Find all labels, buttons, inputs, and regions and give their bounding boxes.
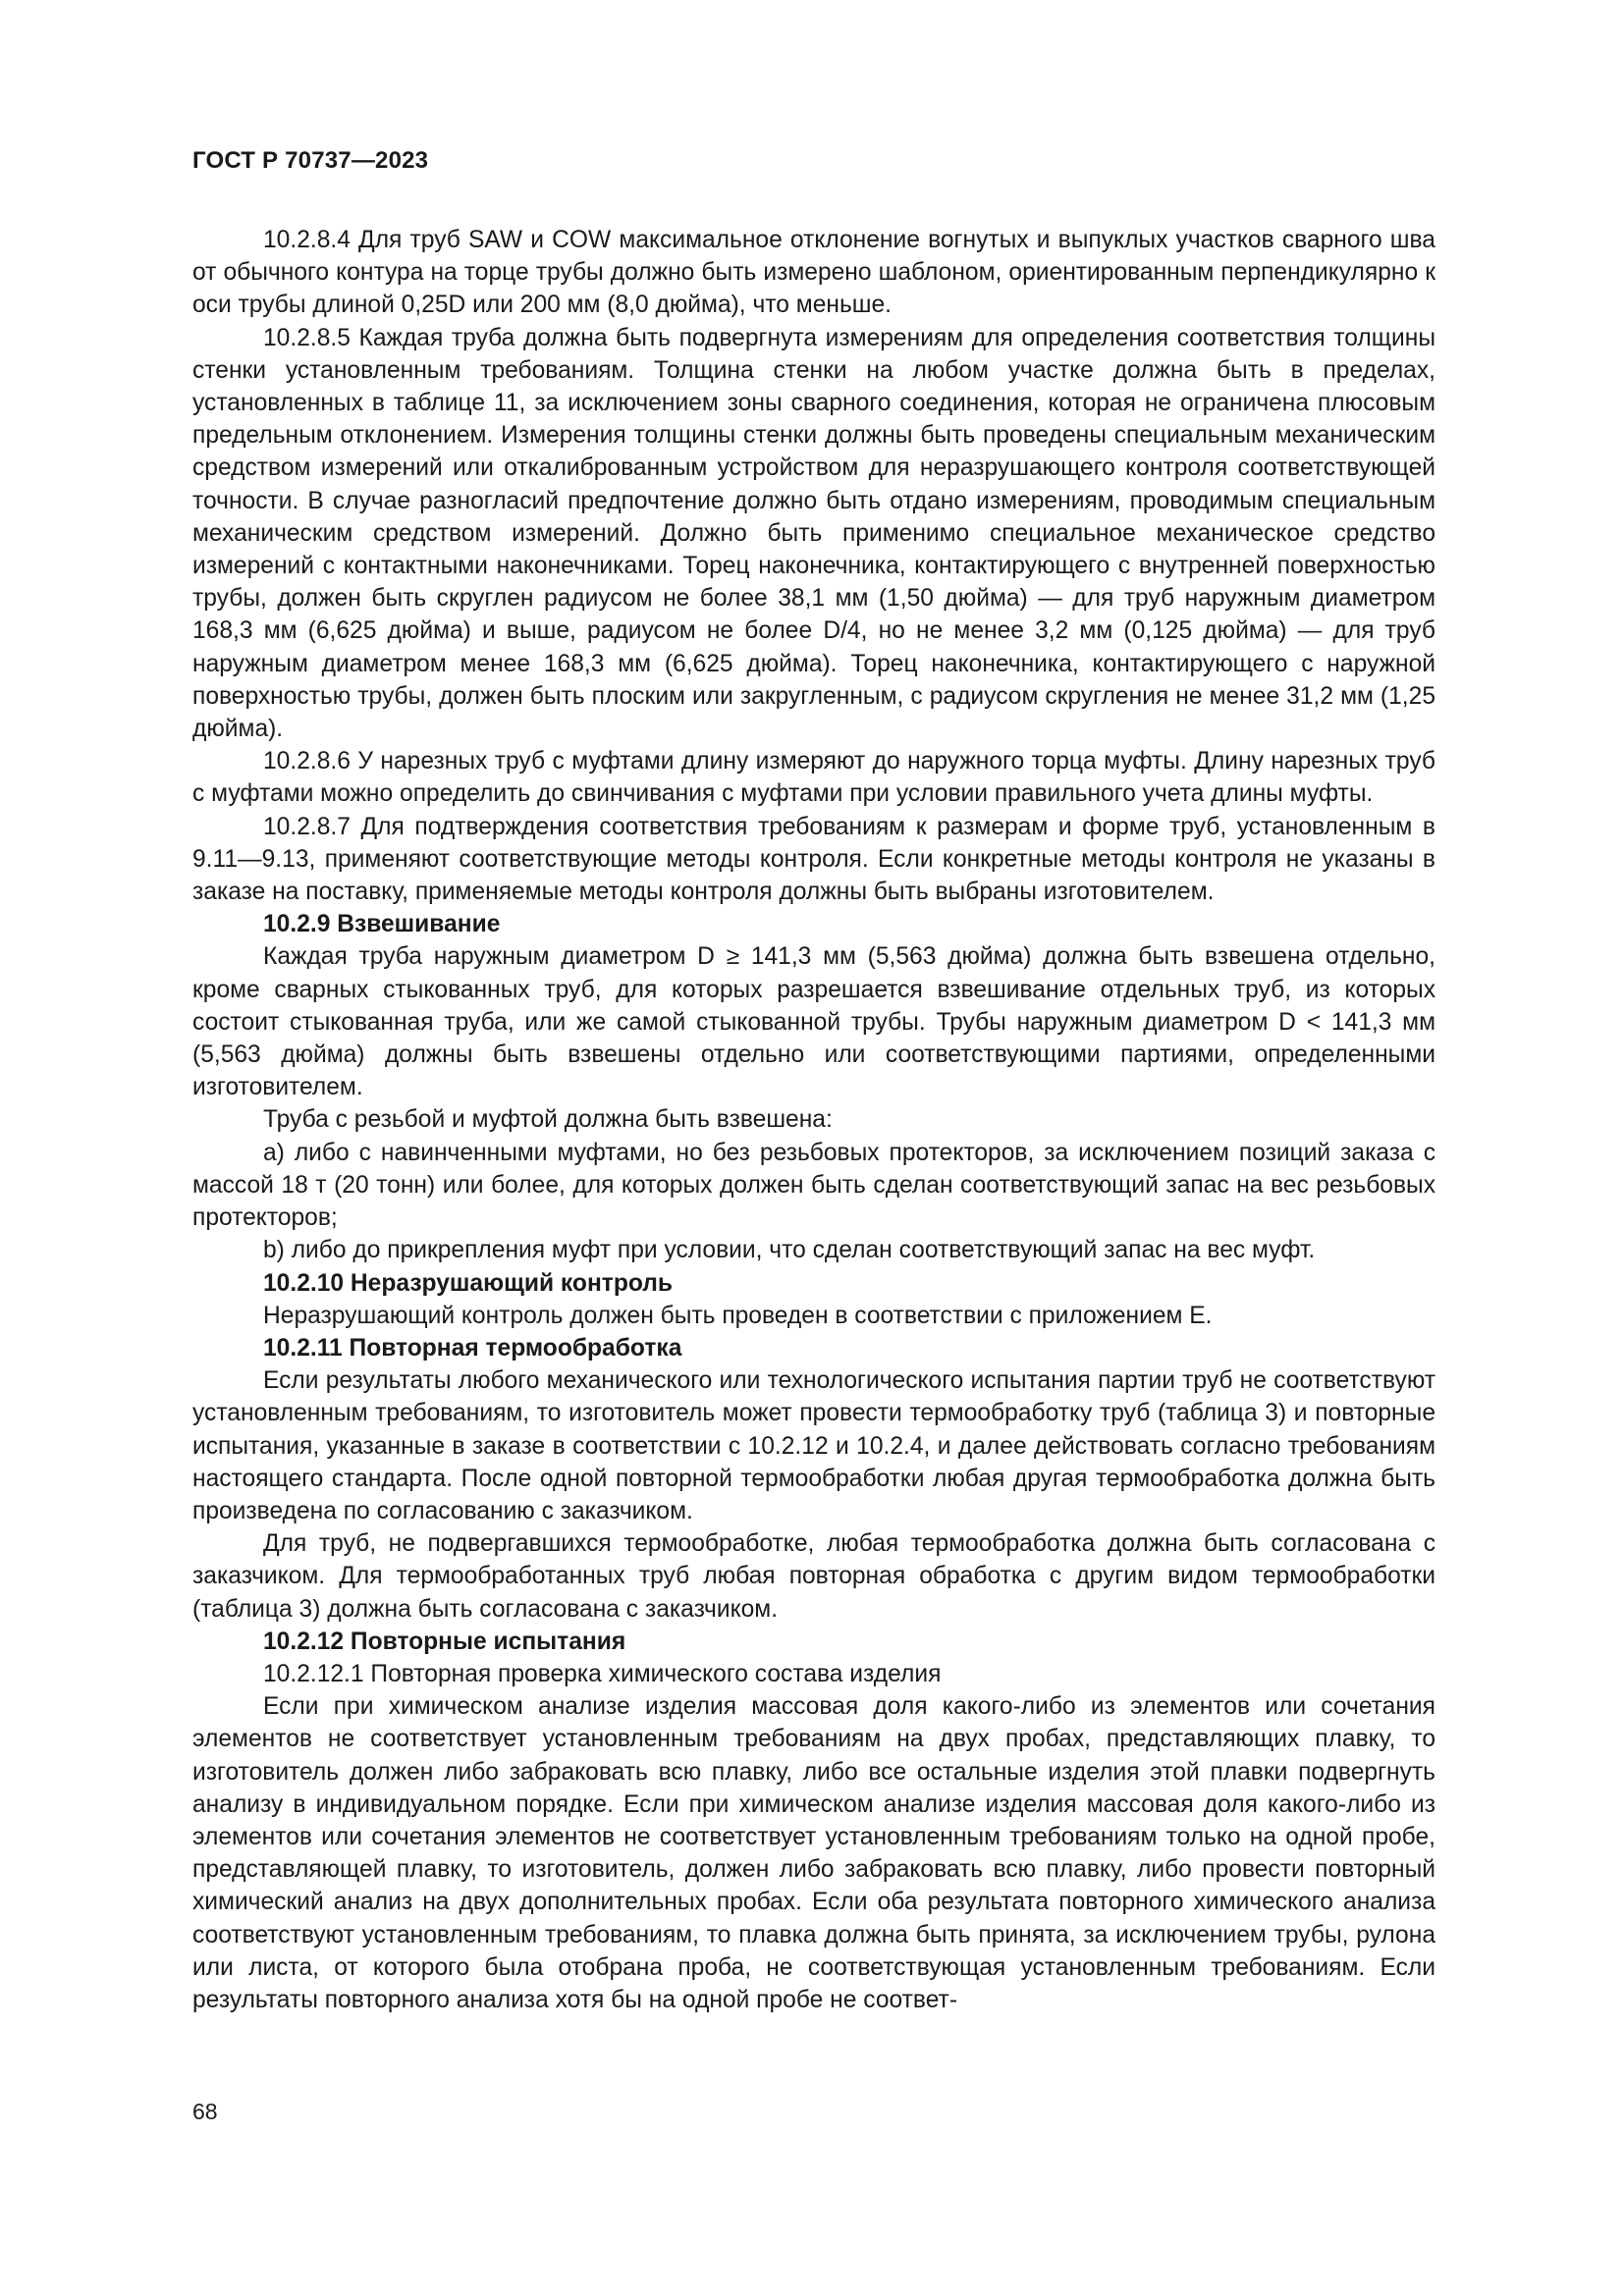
paragraph-10-2-8-4: 10.2.8.4 Для труб SAW и COW максимальное отклонение вогнутых и выпуклых участков сварного шва от обычного контура на торце трубы должно быть измерено шаблоном, ориентированным перпендикулярно к оси трубы длиной 0,25D или 200 мм (8,0 дюйма), что меньше. (192, 227, 1435, 319)
section-heading-reheat: 10.2.11 Повторная термообработка (263, 1334, 682, 1362)
section-heading-ndt: 10.2.10 Неразрушающий контроль (263, 1269, 674, 1297)
page-number: 68 (192, 2099, 218, 2124)
section-heading-retests: 10.2.12 Повторные испытания (263, 1628, 626, 1655)
document-header-id: ГОСТ Р 70737—2023 (192, 147, 429, 174)
paragraph-ndt-text: Неразрушающий контроль должен быть проведен в соответствии с приложением Е. (263, 1302, 1213, 1329)
paragraph-weighing-text: Каждая труба наружным диаметром D ≥ 141,3 мм (5,563 дюйма) должна быть взвешена отдельно, кроме сварных стыкованных труб, для которых разрешается взвешивание отдельных труб, из которых состоит стыкованная труба, или же самой стыкованной трубы. Трубы наружным диаметром D < 141,3 мм (5,563 дюйма) должны быть взвешены отдельно или соответствующими партиями, определенными изготовителем. (192, 943, 1435, 1101)
paragraph-chemical-retest: Если при химическом анализе изделия массовая доля какого-либо из элементов или сочетания элементов не соответствует установленным требованиям на двух пробах, представляющих плавку, то изготовитель должен либо забраковать всю плавку, либо все остальные изделия этой плавки подвергнуть анализу в индивидуальном порядке. Если при химическом анализе изделия массовая доля какого-либо из элементов или сочетания элементов не соответствует установленным требованиям только на одной пробе, представляющей плавку, то изготовитель, должен либо забраковать всю плавку, либо провести повторный химический анализ на двух дополнительных пробах. Если оба результата повторного химического анализа соответствуют установленным требованиям, то плавка должна быть принята, за исключением трубы, рулона или листа, от которого была отобрана проба, не соответствующая установленным требованиям. Если результаты повторного анализа хотя бы на одной пробе не соответ- (192, 1693, 1435, 2013)
paragraph-reheat-text-1: Если результаты любого механического или технологического испытания партии труб не соответствуют установленным требованиям, то изготовитель может провести термообработку труб (таблица 3) и повторные испытания, указанные в заказе в соответствии с 10.2.12 и 10.2.4, и далее действовать согласно требованиям настоящего стандарта. После одной повторной термообработки любая другая термообработка должна быть произведена по согласованию с заказчиком. (192, 1367, 1435, 1524)
paragraph-reheat-text-2: Для труб, не подвергавшихся термообработке, любая термообработка должна быть согласована с заказчиком. Для термообработанных труб любая повторная обработка с другим видом термообработки (таблица 3) должна быть согласована с заказчиком. (192, 1530, 1435, 1623)
paragraph-threaded-pipe-intro: Труба с резьбой и муфтой должна быть взвешена: (263, 1106, 833, 1134)
paragraph-10-2-8-5: 10.2.8.5 Каждая труба должна быть подвергнута измерениям для определения соответствия толщины стенки установленным требованиям. Толщина стенки на любом участке должна быть в пределах, установленных в таблице 11, за исключением зоны сварного соединения, которая не ограничена плюсовым предельным отклонением. Измерения толщины стенки должны быть проведены специальным механическим средством измерений или откалиброванным устройством для неразрушающего контроля соответствующей точности. В случае разногласий предпочтение должно быть отдано измерениям, проводимым специальным механическим средством измерений. Должно быть применимо специальное механическое средство измерений с контактными наконечниками. Торец наконечника, контактирующего с внутренней поверхностью трубы, должен быть скруглен радиусом не более 38,1 мм (1,50 дюйма) — для труб наружным диаметром 168,3 мм (6,625 дюйма) и выше, радиусом не более D/4, но не менее 3,2 мм (0,125 дюйма) — для труб наружным диаметром менее 168,3 мм (6,625 дюйма). Торец наконечника, контактирующего с наружной поверхностью трубы, должен быть плоским или закругленным, с радиусом скругления не менее 31,2 мм (1,25 дюйма). (192, 324, 1435, 743)
paragraph-10-2-8-6: 10.2.8.6 У нарезных труб с муфтами длину измеряют до наружного торца муфты. Длину нарезных труб с муфтами можно определить до свинчивания с муфтами при условии правильного учета длины муфты. (192, 748, 1435, 808)
list-item-a: a) либо с навинченными муфтами, но без резьбовых протекторов, за исключением позиций заказа с массой 18 т (20 тонн) или более, для которых должен быть сделан соответствующий запас на вес резьбовых протекторов; (192, 1139, 1435, 1232)
document-body (192, 224, 1435, 2016)
section-heading-weighing: 10.2.9 Взвешивание (263, 911, 501, 938)
list-item-b: b) либо до прикрепления муфт при условии, что сделан соответствующий запас на вес муфт. (263, 1237, 1316, 1264)
paragraph-10-2-8-7: 10.2.8.7 Для подтверждения соответствия требованиям к размерам и форме труб, установленным в 9.11—9.13, применяют соответствующие методы контроля. Если конкретные методы контроля не указаны в заказе на поставку, применяемые методы контроля должны быть выбраны изготовителем. (192, 813, 1435, 906)
paragraph-10-2-12-1: 10.2.12.1 Повторная проверка химического состава изделия (263, 1660, 942, 1687)
